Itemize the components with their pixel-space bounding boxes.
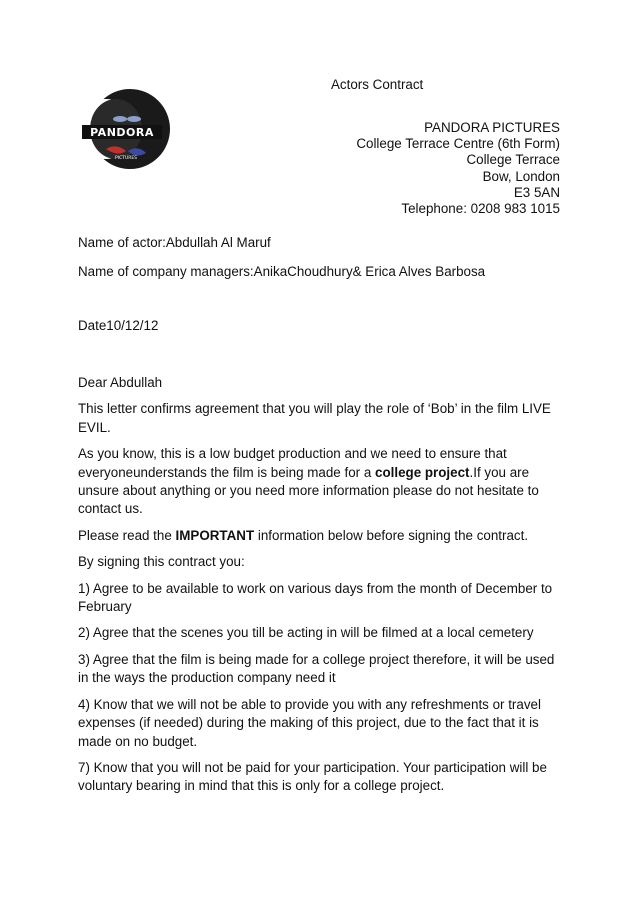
list-item: 4) Know that we will not be able to provide you with any refreshments or travel expenses (if needed) during the making of this project, due to the fact that it is made on no budget. bbox=[78, 696, 541, 749]
salutation: Dear Abdullah bbox=[78, 375, 163, 390]
address-line-1: College Terrace Centre (6th Form) bbox=[356, 136, 560, 152]
list-item: 7) Know that you will not be paid for your participation. Your participation will be voluntary bearing in mind that this is only for a college project. bbox=[78, 759, 547, 794]
pandora-pictures-logo bbox=[76, 85, 176, 171]
list-item: 1) Agree to be available to work on various days from the month of December to February bbox=[78, 580, 553, 615]
paragraph-role: This letter confirms agreement that you will play the role of ‘Bob’ in the film LIVE EVIL. bbox=[78, 401, 551, 435]
paragraph-signing-intro: By signing this contract you: bbox=[78, 554, 245, 570]
address-telephone: Telephone: 0208 983 1015 bbox=[401, 201, 560, 217]
logo-subtext: PICTURES bbox=[114, 156, 138, 161]
company-name: PANDORA PICTURES bbox=[424, 120, 560, 135]
company-address bbox=[356, 120, 560, 217]
contract-title: Actors Contract bbox=[331, 77, 424, 92]
paragraph-important: Please read the IMPORTANT information below before signing the contract. bbox=[78, 527, 529, 543]
actor-name-line: Name of actor:Abdullah Al Maruf bbox=[78, 235, 271, 250]
address-line-3: Bow, London bbox=[482, 168, 560, 184]
list-item: 3) Agree that the film is being made for a college project therefore, it will be used in the ways the production company need it bbox=[78, 651, 555, 686]
letter-body bbox=[78, 374, 568, 804]
important-emphasis: IMPORTANT bbox=[175, 527, 255, 543]
logo-text: PANDORA bbox=[90, 126, 154, 139]
college-project-emphasis: college project bbox=[375, 464, 470, 480]
list-item: 2) Agree that the scenes you till be acting in will be filmed at a local cemetery bbox=[78, 625, 534, 641]
address-postcode: E3 5AN bbox=[513, 184, 560, 200]
date-line: Date10/12/12 bbox=[78, 318, 159, 333]
paragraph-budget: As you know, this is a low budget production and we need to ensure that everyoneunderstands the film is being made for a college project.If you are unsure about anything or you need more information please do not hesitate to contact us. bbox=[78, 446, 539, 517]
managers-line: Name of company managers:AnikaChoudhury& Erica Alves Barbosa bbox=[78, 264, 486, 279]
address-line-2: College Terrace bbox=[466, 152, 560, 168]
